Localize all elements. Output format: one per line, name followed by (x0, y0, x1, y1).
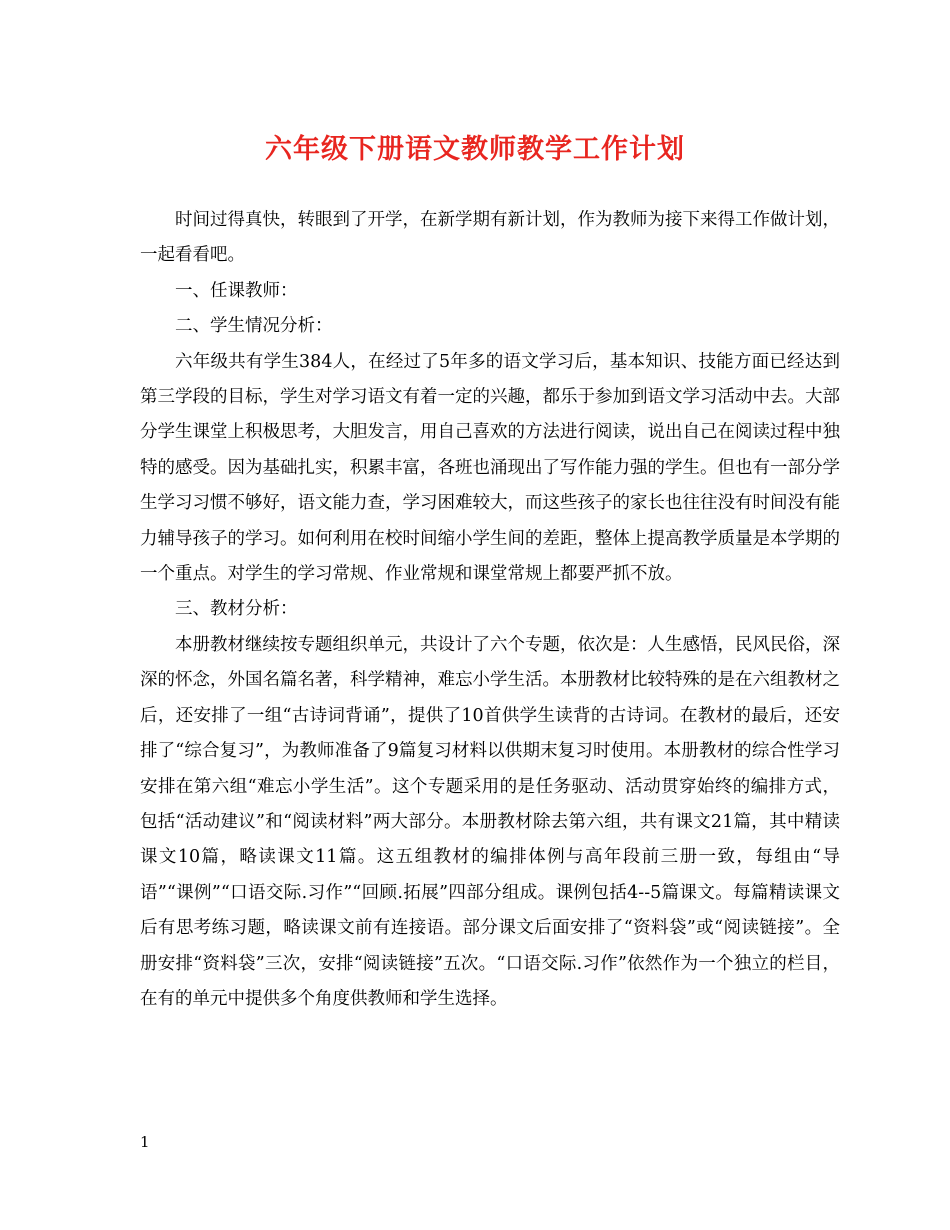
paragraph-student-analysis: 六年级共有学生384人，在经过了5年多的语文学习后，基本知识、技能方面已经达到第三学段的目标，学生对学习语文有着一定的兴趣，都乐于参加到语文学习活动中去。大部分学生课堂上积极思考，大胆发言，用自己喜欢的方法进行阅读，说出自己在阅读过程中独特的感受。因为基础扎实，积累丰富，各班也涌现出了写作能力强的学生。但也有一部分学生学习习惯不够好，语文能力查，学习困难较大，而这些孩子的家长也往往没有时间没有能力辅导孩子的学习。如何利用在校时间缩小学生间的差距，整体上提高教学质量是本学期的一个重点。对学生的学习常规、作业常规和课堂常规上都要严抓不放。 (140, 351, 840, 585)
heading-student-analysis: 二、学生情况分析： (175, 316, 333, 337)
page-number: 1 (140, 1133, 150, 1151)
heading-textbook-analysis: 三、教材分析： (175, 599, 298, 620)
paragraph-textbook-analysis: 本册教材继续按专题组织单元，共设计了六个专题，依次是：人生感悟，民风民俗，深深的怀念，外国名篇名著，科学精神，难忘小学生活。本册教材比较特殊的是在六组教材之后，还安排了一组“古诗词背诵”，提供了10首供学生读背的古诗词。在教材的最后，还安排了“综合复习”，为教师准备了9篇复习材料以供期末复习时使用。本册教材的综合性学习安排在第六组“难忘小学生活”。这个专题采用的是任务驱动、活动贯穿始终的编排方式，包括“活动建议”和“阅读材料”两大部分。本册教材除去第六组，共有课文21篇，其中精读课文10篇，略读课文11篇。这五组教材的编排体例与高年段前三册一致，每组由“导语”“课例”“口语交际.习作”“回顾.拓展”四部分组成。课例包括4--5篇课文。每篇精读课文后有思考练习题，略读课文前有连接语。部分课文后面安排了“资料袋”或“阅读链接”。全册安排“资料袋”三次，安排“阅读链接”五次。“口语交际.习作”依然作为一个独立的栏目，在有的单元中提供多个角度供教师和学生选择。 (140, 634, 840, 1009)
heading-teacher: 一、任课教师： (175, 280, 298, 301)
document-title: 六年级下册语文教师教学工作计划 (265, 134, 685, 165)
document-body (140, 203, 840, 1017)
paragraph-intro: 时间过得真快，转眼到了开学，在新学期有新计划，作为教师为接下来得工作做计划，一起看看吧。 (140, 210, 840, 266)
